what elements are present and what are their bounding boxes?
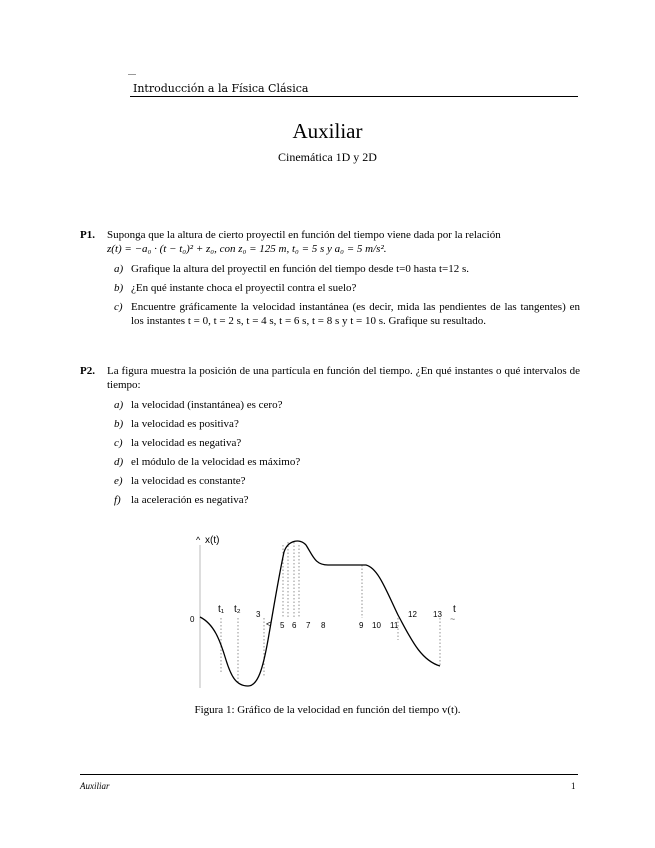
problem-1-formula: z(t) = −a₀ · (t − t₀)² + z₀, con z₀ = 125 m, t₀ = 5 s y a₀ = 5 m/s². xyxy=(107,243,387,255)
item-label: a) xyxy=(114,399,124,411)
item-label: c) xyxy=(114,301,123,313)
problem-2-statement: La figura muestra la posición de una partícula en función del tiempo. ¿En qué instantes o qué intervalos de tiempo: xyxy=(107,365,580,391)
item-label: a) xyxy=(114,263,124,275)
page-title: Auxiliar xyxy=(292,119,363,143)
page-subtitle: Cinemática 1D y 2D xyxy=(278,150,377,164)
item-text: ¿En qué instante choca el proyectil contra el suelo? xyxy=(131,282,357,294)
item-text: la velocidad es positiva? xyxy=(131,418,239,430)
item-text: la velocidad es negativa? xyxy=(131,437,242,449)
item-label: f) xyxy=(114,494,121,506)
item-text: la velocidad (instantánea) es cero? xyxy=(131,399,283,411)
y-axis-label: x(t) xyxy=(205,535,220,546)
x-axis-arrow: ~ xyxy=(450,614,456,624)
problem-1-label: P1. xyxy=(80,229,95,241)
item-label: d) xyxy=(114,456,124,468)
t1-label: t₁ xyxy=(218,604,225,615)
footer-rule xyxy=(80,774,578,775)
item-text: Encuentre gráficamente la velocidad instantánea (es decir, mida las pendientes de las tangentes) en los instantes t = 0, t = 2 s, t = 4 s, t = 6 s, t = 8 s y t = 10 s. Grafique su resultado. xyxy=(131,301,580,327)
tick-label-7: 7 xyxy=(306,621,311,630)
figure-caption: Figura 1: Gráfico de la velocidad en función del tiempo v(t). xyxy=(194,704,461,716)
tick-label-6: 6 xyxy=(292,621,297,630)
tick-label-5: 5 xyxy=(280,621,285,630)
tick-label-12: 12 xyxy=(408,610,417,619)
x-axis-label: t xyxy=(453,604,456,615)
arrow-mark: < xyxy=(266,619,272,629)
item-label: b) xyxy=(114,418,124,430)
t2-label: t₂ xyxy=(234,604,241,615)
problem-1-statement: Suponga que la altura de cierto proyectil en función del tiempo viene dada por la relación xyxy=(107,229,501,241)
tick-label-11: 11 xyxy=(390,621,399,630)
tick-label-8: 8 xyxy=(321,621,326,630)
tick-label-10: 10 xyxy=(372,621,381,630)
item-text: el módulo de la velocidad es máximo? xyxy=(131,456,301,468)
item-label: e) xyxy=(114,475,123,487)
page-number: 1 xyxy=(571,781,576,791)
tick-label-9: 9 xyxy=(359,621,364,630)
problem-2-label: P2. xyxy=(80,365,95,377)
y-axis-arrow: ^ xyxy=(196,535,201,545)
item-text: la aceleración es negativa? xyxy=(131,494,249,506)
item-label: b) xyxy=(114,282,124,294)
tick-label-3: 3 xyxy=(256,610,261,619)
item-text: la velocidad es constante? xyxy=(131,475,246,487)
origin-label: 0 xyxy=(190,615,195,624)
footer-left: Auxiliar xyxy=(80,781,110,791)
item-text: Grafique la altura del proyectil en función del tiempo desde t=0 hasta t=12 s. xyxy=(131,263,470,275)
header-course: Introducción a la Física Clásica xyxy=(133,82,309,95)
tick-label-13: 13 xyxy=(433,610,442,619)
item-label: c) xyxy=(114,437,123,449)
